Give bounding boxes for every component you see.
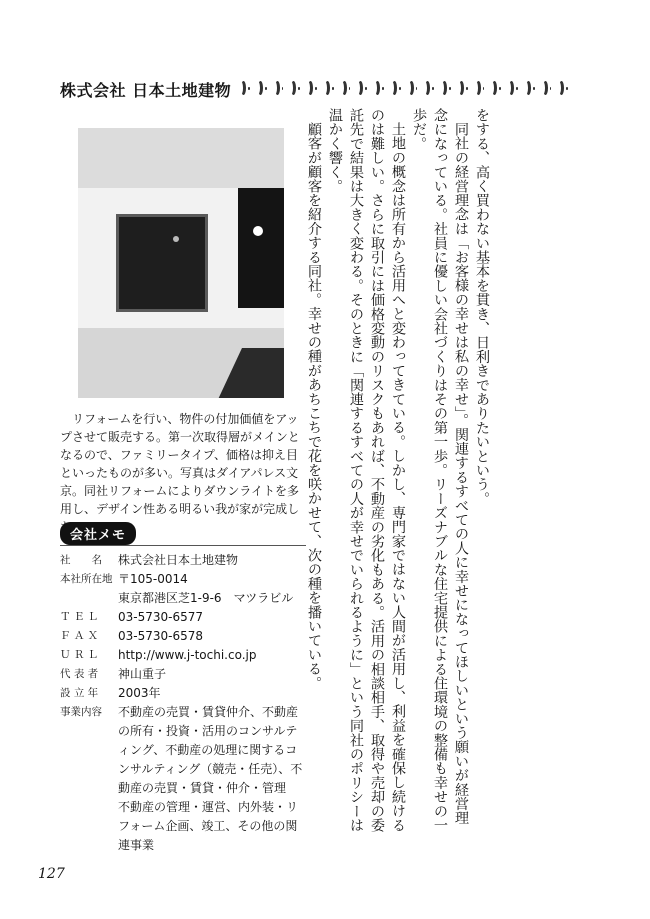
info-row-address <box>60 570 310 608</box>
info-value: 株式会社日本土地建物 <box>118 553 239 567</box>
info-label: Ｆ Ａ Ｘ <box>60 630 99 642</box>
info-label: 設 立 年 <box>60 687 99 699</box>
info-label: 社 名 <box>60 554 102 566</box>
info-value: 〒105-0014 東京都港区芝1-9-6 マツラビル <box>118 572 294 605</box>
interior-photo <box>78 128 284 398</box>
info-row-representative <box>60 665 310 684</box>
body-paragraph: をする、高く買わない基本を貫き、日利きでありたいという。 <box>474 108 490 506</box>
info-value: 03-5730-6577 <box>118 610 204 624</box>
company-info-table <box>60 551 310 855</box>
info-row-founded <box>60 684 310 703</box>
info-value: http://www.j-tochi.co.jp <box>118 648 257 662</box>
vertical-body-text <box>306 108 492 838</box>
body-paragraph: 顧客が顧客を紹介する同社。幸せの種があちこちで花を咲かせて、次の種を播いている。 <box>306 122 322 691</box>
decorative-moon-border <box>238 80 568 96</box>
body-paragraph: 土地の概念は所有から活用へと変わってきている。しかし、専門家ではない人間が活用し、利益を確保し続けるのは難しい。さらに取引には価格変動のリスクもあれば、不動産の劣化もある。活用の相談相手、取得や売却の委託先で結果は大きく変わる。そのときに「関連するすべての人が幸せでいられるように」という同社のポリシーは温かく響く。 <box>327 108 406 833</box>
info-value: 不動産の売買・賃貸仲介、不動産 の所有・投資・活用のコンサルテ ィング、不動産の処理に関するコ ンサルティング（競売・任売）、不 動産の売買・賃貸・仲介・管理 不動産の管理・運営、内外装・リ フォーム企画、竣工、その他の関 連事業 <box>118 705 303 852</box>
info-row-company-name <box>60 551 310 570</box>
page-number: 127 <box>38 866 65 882</box>
info-label: 本社所在地 <box>60 573 113 585</box>
info-row-url <box>60 646 310 665</box>
photo-caption: リフォームを行い、物件の付加価値をアップさせて販売する。第一次取得層がメインとなるので、ファミリータイプ、価格は抑え目といったものが多い。写真はダイアパレス文京。同社リフォームによりダウンライトを多用し、デザイン性ある明るい我が家が完成し <box>60 412 300 516</box>
info-label: 事業内容 <box>60 706 102 718</box>
info-value: 神山重子 <box>118 667 167 681</box>
info-row-fax <box>60 627 310 646</box>
company-title: 株式会社 日本土地建物 <box>60 81 232 100</box>
body-paragraph: 同社の経営理念は「お客様の幸せは私の幸せ」。関連するすべての人に幸せになってほしいという願いが経営理念になっている。社員に優しい会社づくりはその第一歩。リーズナブルな住宅提供による住環境の整備も幸せの一歩だ。 <box>411 108 469 833</box>
info-row-business <box>60 703 310 855</box>
memo-divider <box>60 545 306 546</box>
info-value: 2003年 <box>118 686 161 700</box>
info-label: Ｕ Ｒ Ｌ <box>60 649 99 661</box>
info-label: Ｔ Ｅ Ｌ <box>60 611 99 623</box>
info-value: 03-5730-6578 <box>118 629 204 643</box>
info-label: 代 表 者 <box>60 668 99 680</box>
company-memo-heading: 会社メモ <box>60 522 136 545</box>
info-row-tel <box>60 608 310 627</box>
